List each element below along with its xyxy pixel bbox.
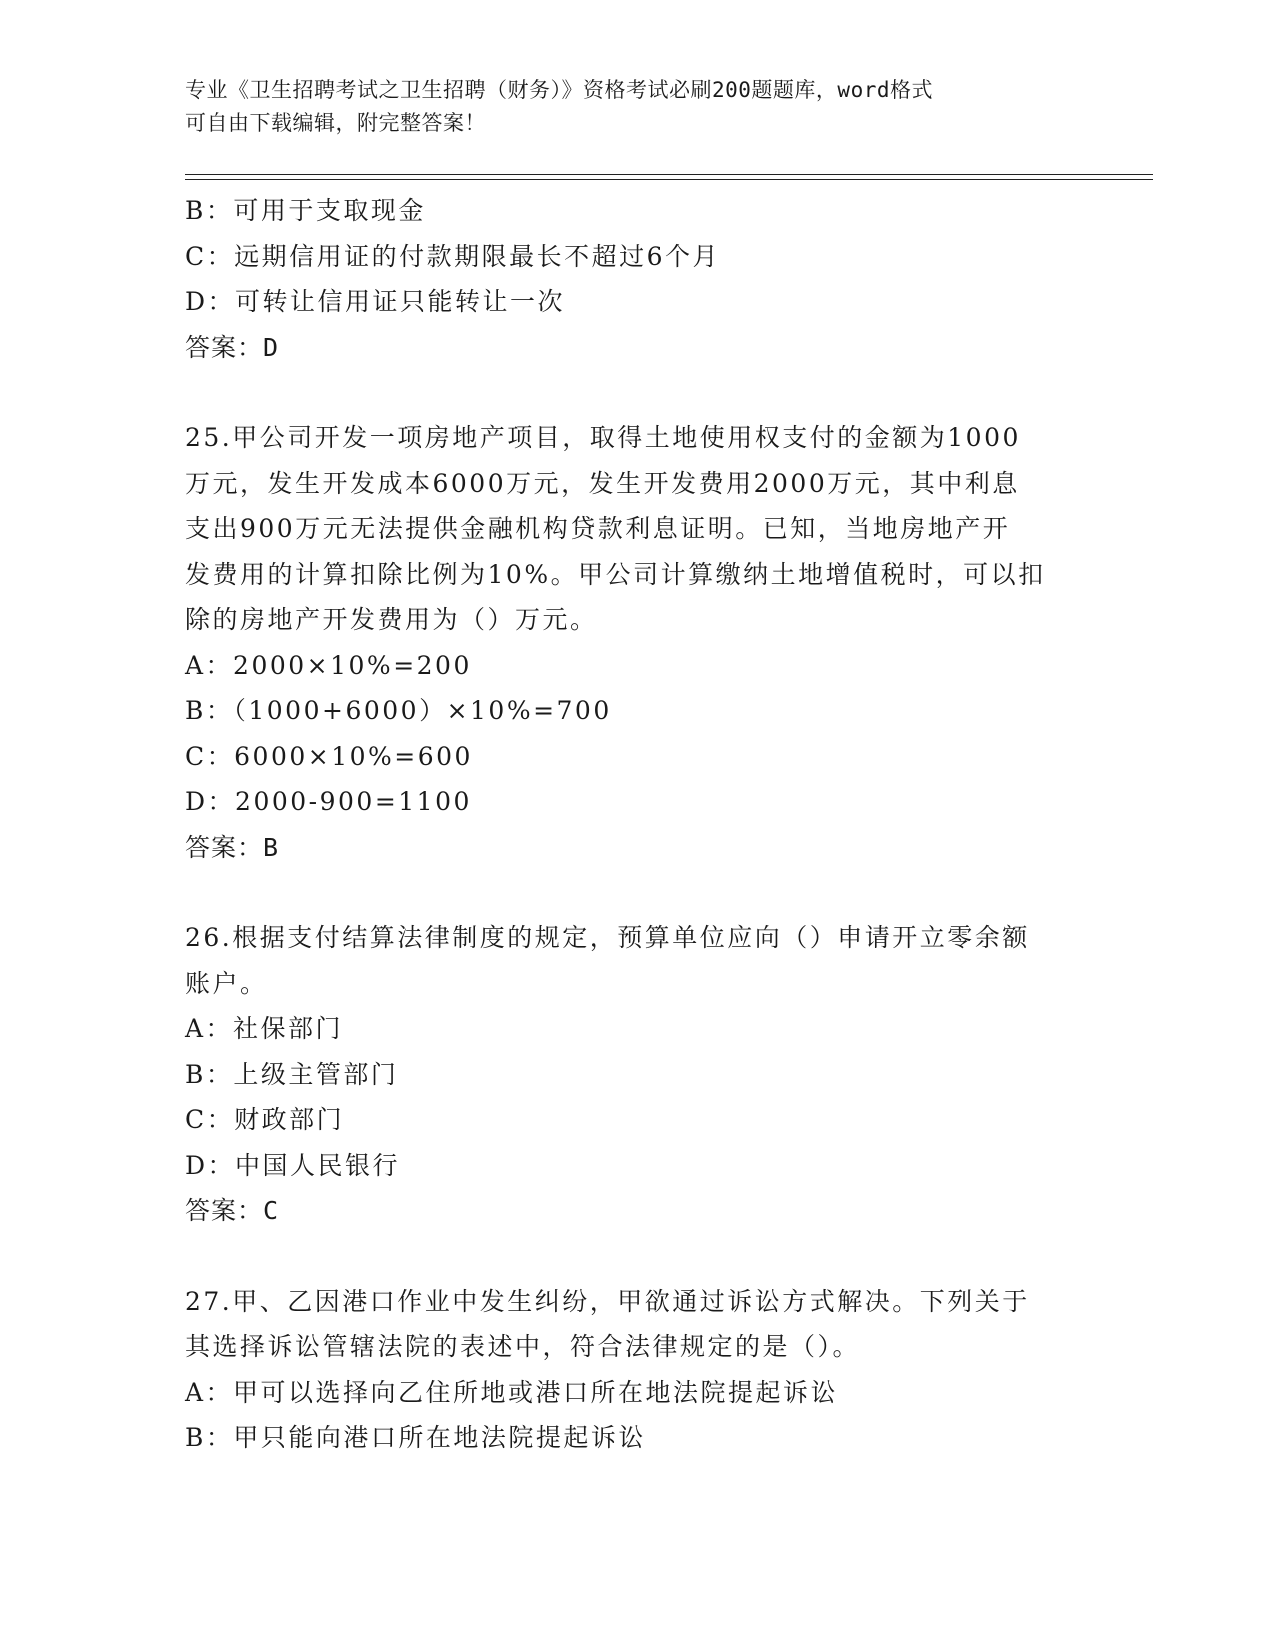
question-text-line: 25.甲公司开发一项房地产项目，取得土地使用权支付的金额为1000 — [185, 423, 1021, 452]
question-text-line: 除的房地产开发费用为（）万元。 — [185, 605, 598, 634]
question-26 — [185, 915, 1085, 1234]
header-line-1: 专业《卫生招聘考试之卫生招聘（财务）》资格考试必刷200题题库，word格式 — [185, 78, 933, 102]
question-text-line: 其选择诉讼管辖法院的表述中，符合法律规定的是（）。 — [185, 1332, 861, 1361]
question-text-line: 支出900万元无法提供金融机构贷款利息证明。已知，当地房地产开 — [185, 514, 1011, 543]
header-divider-top — [185, 174, 1153, 175]
question-text-line: 27.甲、乙因港口作业中发生纠纷，甲欲通过诉讼方式解决。下列关于 — [185, 1286, 1030, 1316]
question-25 — [185, 415, 1085, 870]
option-c: C：财政部门 — [185, 1105, 345, 1134]
question-text-line: 万元，发生开发成本6000万元，发生开发费用2000万元，其中利息 — [185, 468, 1020, 498]
question-text-line: 发费用的计算扣除比例为10%。甲公司计算缴纳土地增值税时，可以扣 — [185, 559, 1046, 589]
option-c: C：6000×10%=600 — [185, 741, 473, 771]
document-body — [185, 188, 1085, 1461]
option-a: A：2000×10%=200 — [185, 650, 472, 680]
option-b: B：（1000+6000）×10%=700 — [185, 696, 612, 725]
option-d: D：中国人民银行 — [185, 1150, 401, 1180]
question-24-continued — [185, 188, 1085, 370]
option-c: C：远期信用证的付款期限最长不超过6个月 — [185, 241, 721, 271]
answer: 答案：D — [185, 332, 280, 362]
option-a: A：社保部门 — [185, 1014, 344, 1043]
option-a: A：甲可以选择向乙住所地或港口所在地法院提起诉讼 — [185, 1377, 839, 1407]
option-d: D：2000-900=1100 — [185, 787, 472, 816]
header-divider-bottom — [185, 179, 1153, 180]
option-b: B：甲只能向港口所在地法院提起诉讼 — [185, 1423, 646, 1452]
header-line-2: 可自由下载编辑，附完整答案！ — [185, 111, 486, 135]
document-header — [185, 74, 1065, 140]
question-27 — [185, 1279, 1085, 1461]
answer: 答案：B — [185, 832, 280, 862]
option-b: B：可用于支取现金 — [185, 196, 426, 225]
answer: 答案：C — [185, 1196, 280, 1225]
question-text-line: 26.根据支付结算法律制度的规定，预算单位应向（）申请开立零余额 — [185, 923, 1030, 952]
option-b: B：上级主管部门 — [185, 1059, 399, 1089]
question-text-line: 账户。 — [185, 968, 268, 998]
option-d: D：可转让信用证只能转让一次 — [185, 287, 566, 316]
